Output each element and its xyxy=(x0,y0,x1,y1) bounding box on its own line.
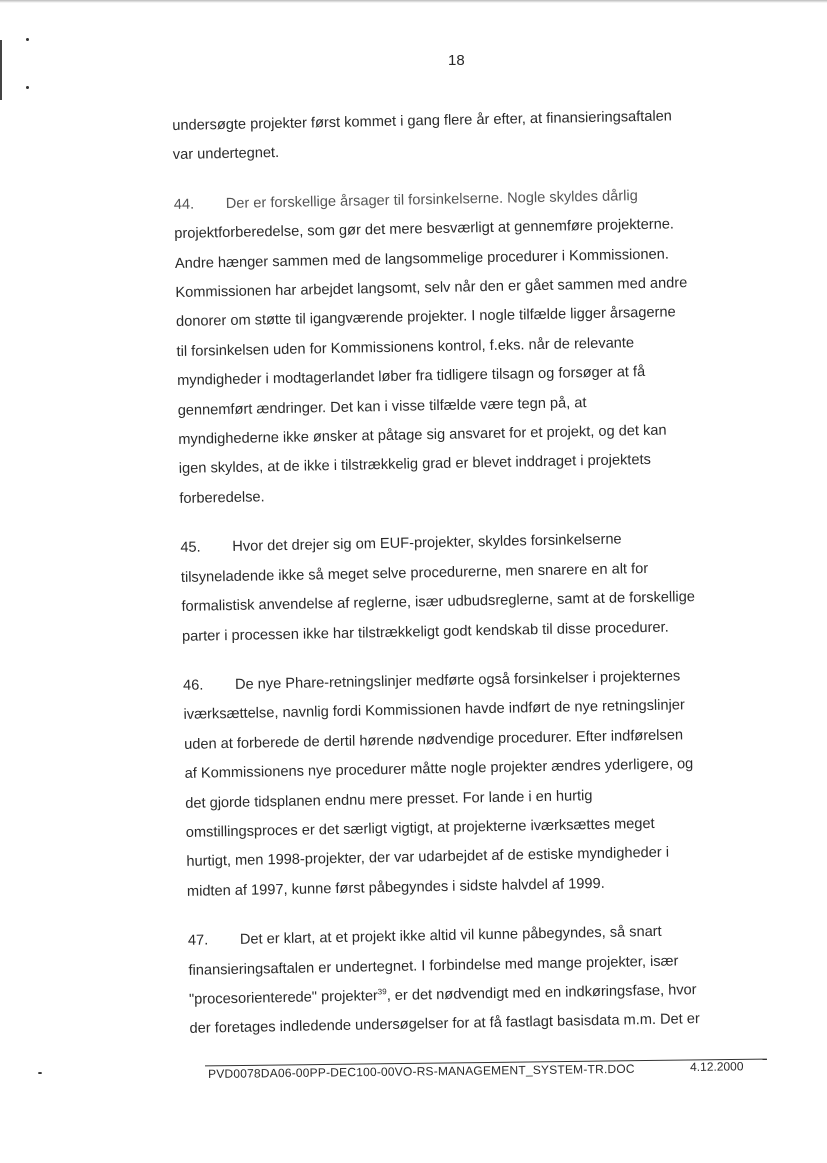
text-line: undersøgte projekter først kommet i gang flere år efter, at finansieringsaftalen xyxy=(172,108,673,134)
text-line: omstillingsproces er det særligt vigtigt, at projekterne iværksættes meget xyxy=(185,815,655,841)
paragraph-46 xyxy=(183,660,777,907)
text-line: Kommissionen har arbejdet langsomt, selv når den er gået sammen med andre xyxy=(175,275,688,301)
text-line: tilsyneladende ikke så meget selve procedurerne, men snarere en alt for xyxy=(180,560,649,586)
paragraph-continuation xyxy=(172,101,763,171)
text-line: Der er forskellige årsager til forsinkelserne. Nogle skyldes dårlig xyxy=(225,187,638,212)
text-line: donorer om støtte til igangværende projekter. I nogle tilfælde ligger årsagerne xyxy=(175,304,676,331)
text-line: finansieringsaftalen er undertegnet. I forbindelse med mange projekter, især xyxy=(188,952,679,979)
text-line: gennemført ændringer. Det kan i visse tilfælde være tegn på, at xyxy=(177,394,587,419)
text-line: til forsinkelsen uden for Kommissionens kontrol, f.eks. når de relevante xyxy=(176,335,635,360)
text-line: myndigheder i modtagerlandet løber fra tidligere tilsagn og forsøger at få xyxy=(177,364,646,390)
text-line: formalistisk anvendelse af reglerne, især udbudsreglerne, samt at de forskellige xyxy=(181,589,696,616)
text-line: der foretages indledende undersøgelser for at få fastlagt basisdata m.m. Det er xyxy=(189,1011,700,1038)
paragraph-47 xyxy=(188,916,780,1045)
text-line: forberedelse. xyxy=(179,489,265,507)
footer-document-code: PVD0078DA06-00PP-DEC100-00VO-RS-MANAGEMENT_SYSTEM-TR.DOC xyxy=(208,1061,635,1081)
paragraph-number: 47. xyxy=(187,932,209,950)
scan-top-edge xyxy=(0,0,827,3)
scan-speck xyxy=(26,86,29,89)
scan-speck xyxy=(26,38,29,41)
text-line: Andre hænger sammen med de langsommelige procedurer i Kommissionen. xyxy=(174,246,669,272)
paragraph-44 xyxy=(174,179,770,514)
text-line: Hvor det drejer sig om EUF-projekter, skyldes forsinkelserne xyxy=(232,531,622,556)
paragraph-number: 44. xyxy=(173,196,195,213)
text-line: "procesorienterede" projekter xyxy=(188,988,378,1008)
paragraph-45 xyxy=(180,523,772,652)
text-line: iværksættelse, navnlig fordi Kommissionen havde indført de nye retningslinjer xyxy=(183,697,685,724)
text-line: uden at forberede de dertil hørende nødvendige procedurer. Efter indførelsen xyxy=(183,727,684,753)
text-line: projektforberedelse, som gør det mere besværligt at gennemføre projekterne. xyxy=(174,216,675,243)
text-line: De nye Phare-retningslinjer medførte også forsinkelser i projekternes xyxy=(234,668,681,693)
footer-date: 4.12.2000 xyxy=(690,1059,744,1074)
scan-left-mark xyxy=(0,40,2,100)
text-line: hurtigt, men 1998-projekter, der var udarbejdet af de estiske myndigheder i xyxy=(186,844,670,871)
text-line-tail: , er det nødvendigt med en indkøringsfase, hvor xyxy=(386,982,697,1005)
page-number: 18 xyxy=(448,52,465,69)
paragraph-number: 46. xyxy=(182,677,204,694)
text-line: midten af 1997, kunne først påbegyndes i sidste halvdel af 1999. xyxy=(186,875,605,900)
text-line: Det er klart, at et projekt ikke altid vil kunne påbegyndes, så snart xyxy=(239,923,662,949)
paragraph-number: 45. xyxy=(180,539,201,557)
text-line: igen skyldes, at de ikke i tilstrækkelig grad er blevet inddraget i projektets xyxy=(178,452,652,478)
text-line: af Kommissionens nye procedurer måtte nogle projekter ændres yderligere, og xyxy=(184,756,694,783)
scan-speck xyxy=(38,1072,42,1074)
text-line: var undertegnet. xyxy=(172,145,280,164)
text-line: parter i processen ikke har tilstrækkeligt godt kendskab til disse procedurer. xyxy=(181,619,669,645)
document-body xyxy=(172,101,780,1065)
text-line: myndighederne ikke ønsker at påtage sig ansvaret for et projekt, og det kan xyxy=(178,422,667,449)
footnote-reference[interactable]: 39 xyxy=(377,987,387,997)
text-line: det gjorde tidsplanen endnu mere presset. For lande i en hurtig xyxy=(185,787,593,812)
